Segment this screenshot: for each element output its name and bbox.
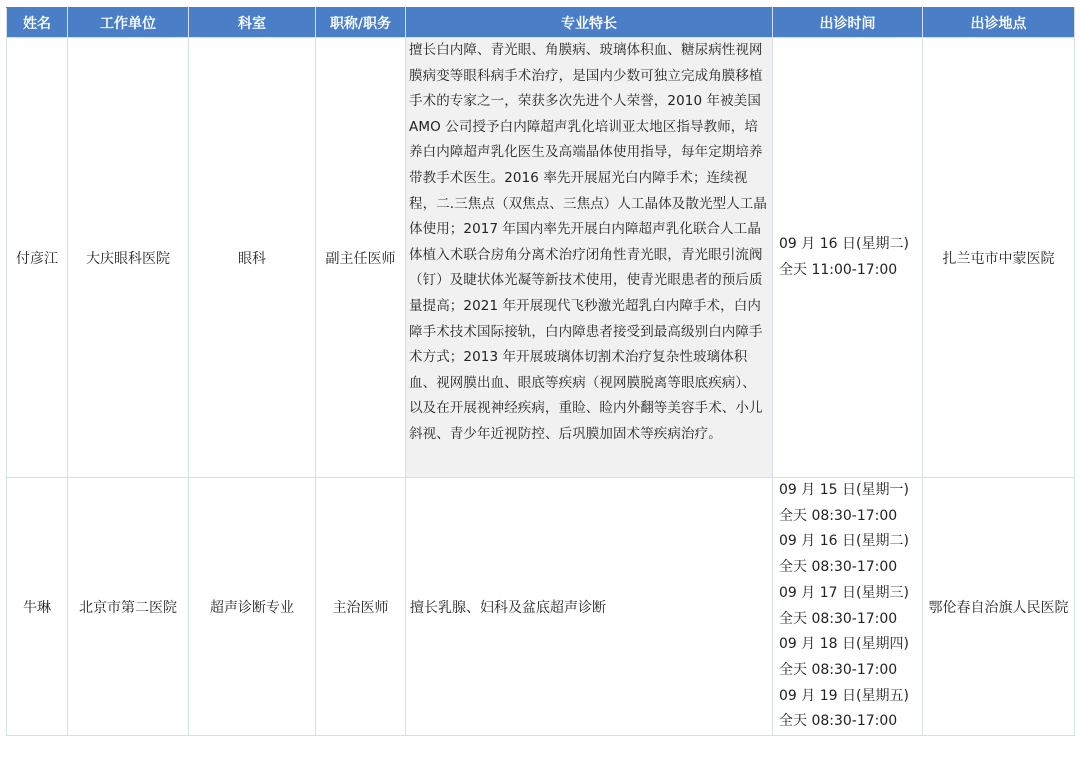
- header-time: 出诊时间: [773, 8, 923, 38]
- schedule-date: 09 月 15 日(星期一): [779, 482, 909, 498]
- doctor-title: 副主任医师: [316, 38, 406, 478]
- table-row: [7, 38, 1075, 478]
- schedule-date: 09 月 18 日(星期四): [779, 636, 909, 653]
- schedule-date: 09 月 19 日(星期五): [779, 687, 909, 704]
- doctor-specialty: 擅长乳腺、妇科及盆底超声诊断: [406, 478, 773, 736]
- header-unit: 工作单位: [68, 8, 189, 38]
- table-row: [7, 478, 1075, 736]
- header-name: 姓名: [7, 8, 68, 38]
- doctor-unit: 大庆眼科医院: [68, 38, 189, 478]
- schedule-hours: 全天 08:30-17:00: [779, 507, 898, 524]
- schedule-date: 09 月 16 日(星期二): [779, 235, 909, 252]
- schedule-hours: 全天 08:30-17:00: [779, 661, 898, 678]
- doctor-title: 主治医师: [316, 478, 406, 736]
- schedule-date: 09 月 16 日(星期二): [779, 533, 909, 550]
- schedule-hours: 全天 08:30-17:00: [779, 610, 898, 627]
- table-header-row: [7, 8, 1075, 38]
- doctor-schedule: [773, 478, 923, 736]
- schedule-date: 09 月 17 日(星期三): [779, 584, 909, 601]
- schedule-hours: 全天 08:30-17:00: [779, 559, 898, 576]
- doctor-specialty: 擅长白内障、青光眼、角膜病、玻璃体积血、糖尿病性视网膜病变等眼科病手术治疗，是国内少数可独立完成角膜移植手术的专家之一，荣获多次先进个人荣誉，2010 年被美国 AMO 公司授予白内障超声乳化培训亚太地区指导教师，培养白内障超声乳化医生及高端晶体使用指导，每年定期培养带教手术医生。2016 率先开展屈光白内障手术；连续视程，二.三焦点（双焦点、三焦点）人工晶体及散光型人工晶体使用；2017 年国内率先开展白内障超声乳化联合人工晶体植入术联合房角分离术治疗闭角性青光眼，青光眼引流阀（钉）及睫状体光凝等新技术使用，使青光眼患者的预后质量提高；2021 年开展现代飞秒激光超乳白内障手术，白内障手术技术国际接轨，白内障患者接受到最高级别白内障手术方式；2013 年开展玻璃体切割术治疗复杂性玻璃体积血、视网膜出血、眼底等疾病（视网膜脱离等眼底疾病）、以及在开展视神经疾病，重睑、睑内外翻等美容手术、小儿斜视、青少年近视防控、后巩膜加固术等疾病治疗。: [406, 38, 773, 478]
- doctor-location: 鄂伦春自治旗人民医院: [923, 478, 1075, 736]
- doctor-location: 扎兰屯市中蒙医院: [923, 38, 1075, 478]
- doctor-department: 眼科: [189, 38, 316, 478]
- doctor-schedule: [773, 38, 923, 478]
- doctor-name: 牛琳: [7, 478, 68, 736]
- schedule-hours: 全天 08:30-17:00: [779, 713, 898, 730]
- doctor-name: 付彦江: [7, 38, 68, 478]
- header-department: 科室: [189, 8, 316, 38]
- header-location: 出诊地点: [923, 8, 1075, 38]
- doctor-unit: 北京市第二医院: [68, 478, 189, 736]
- doctor-schedule-table: [6, 7, 1075, 736]
- header-title: 职称/职务: [316, 8, 406, 38]
- doctor-department: 超声诊断专业: [189, 478, 316, 736]
- header-specialty: 专业特长: [406, 8, 773, 38]
- schedule-hours: 全天 11:00-17:00: [779, 261, 898, 278]
